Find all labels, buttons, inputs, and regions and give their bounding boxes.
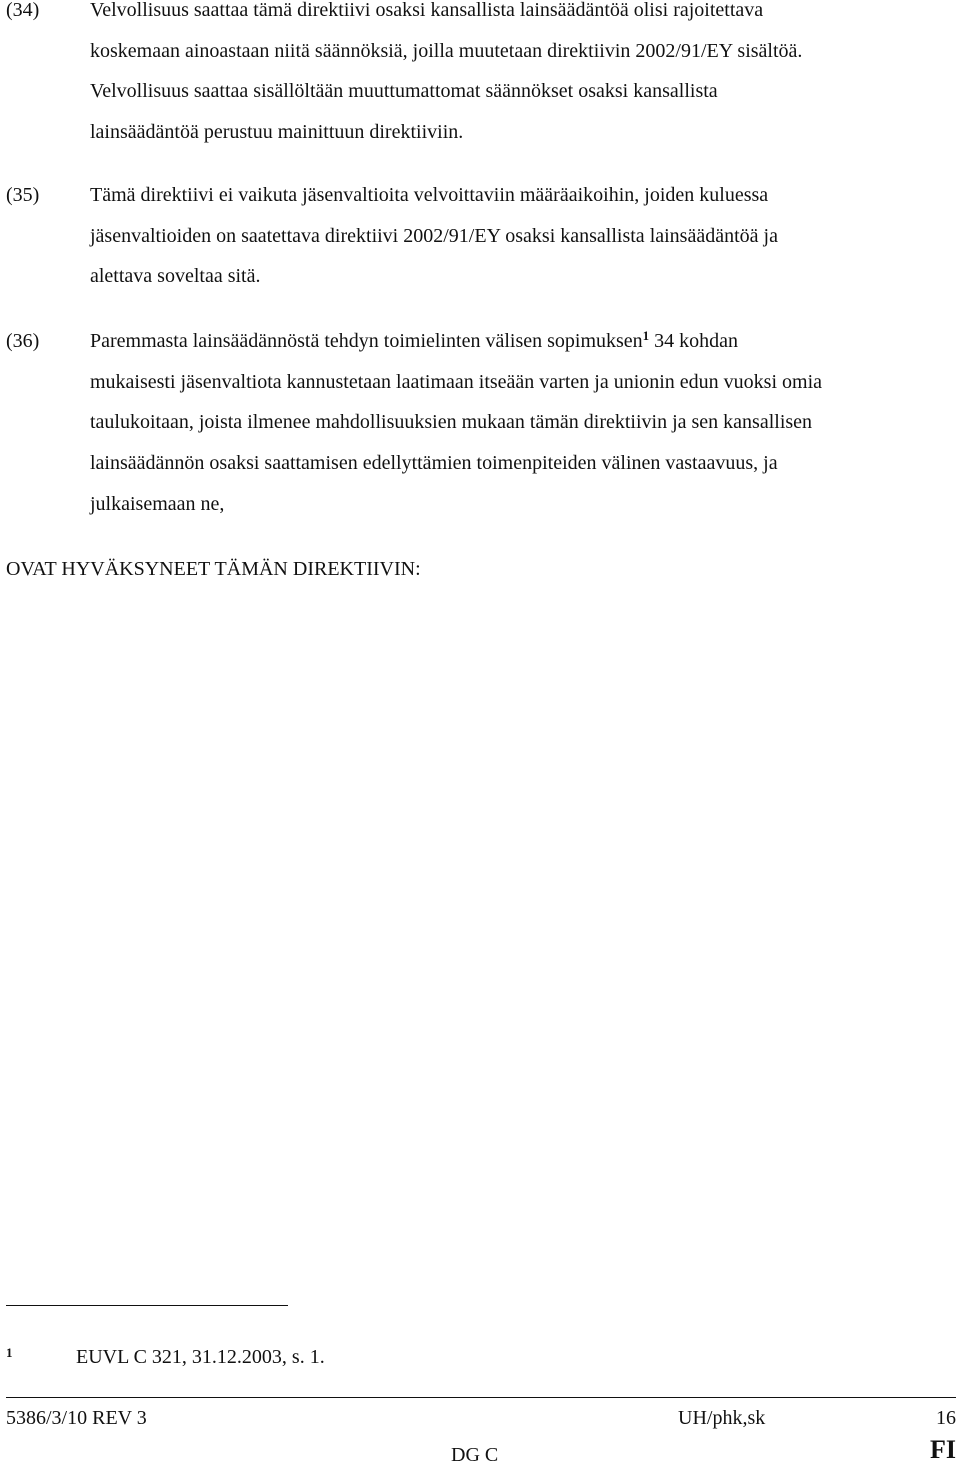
- text-line: taulukoitaan, joista ilmenee mahdollisuuksien mukaan tämän direktiivin ja sen kansallisen: [90, 411, 813, 434]
- text-line: mukaisesti jäsenvaltiota kannustetaan laatimaan itseään varten ja unionin edun vuoksi omia: [90, 370, 823, 393]
- document-reference: 5386/3/10 REV 3: [6, 1407, 147, 1429]
- page-number: 16: [936, 1407, 956, 1429]
- author-initials: UH/phk,sk: [678, 1407, 766, 1429]
- text-line: julkaisemaan ne,: [90, 492, 225, 515]
- recital-text: [90, 321, 956, 525]
- recital-text: [90, 0, 956, 153]
- footnote-text: EUVL C 321, 31.12.2003, s. 1.: [76, 1346, 325, 1368]
- text-line: Velvollisuus saattaa tämä direktiivi osaksi kansallista lainsäädäntöä olisi rajoitettava: [90, 0, 764, 21]
- recital-number: (34): [6, 0, 40, 21]
- text-line: alettava soveltaa sitä.: [90, 265, 261, 288]
- text-line: Paremmasta lainsäädännöstä tehdyn toimielinten välisen sopimuksen: [90, 330, 643, 352]
- enacting-formula: OVAT HYVÄKSYNEET TÄMÄN DIREKTIIVIN:: [6, 558, 421, 580]
- text-line: lainsäädäntöä perustuu mainittuun direktiiviin.: [90, 121, 464, 144]
- footnote-mark: 1: [6, 1345, 13, 1360]
- text-line: 34 kohdan: [649, 330, 739, 352]
- recital-number: (35): [6, 184, 40, 206]
- recital-34: [6, 0, 956, 153]
- text-line: koskemaan ainoastaan niitä säännöksiä, joilla muutetaan direktiivin 2002/91/EY sisältöä.: [90, 39, 803, 62]
- recital-text: [90, 175, 956, 297]
- footer-separator: [6, 1397, 956, 1398]
- directorate: DG C: [451, 1444, 499, 1466]
- footnote-separator: [6, 1305, 288, 1306]
- recital-number: (36): [6, 330, 40, 352]
- footnote-reference[interactable]: 1: [642, 328, 650, 343]
- recital-35: [6, 175, 956, 297]
- text-line: Tämä direktiivi ei vaikuta jäsenvaltioita velvoittaviin määräaikoihin, joiden kuluessa: [90, 184, 769, 206]
- recital-36: [6, 321, 956, 525]
- language-code: FI: [930, 1435, 956, 1464]
- text-line: lainsäädännön osaksi saattamisen edellyttämien toimenpiteiden välinen vastaavuus, ja: [90, 452, 778, 475]
- text-line: jäsenvaltioiden on saatettava direktiivi 2002/91/EY osaksi kansallista lainsäädäntöä ja: [90, 224, 778, 247]
- text-line: Velvollisuus saattaa sisällöltään muuttumattomat säännökset osaksi kansallista: [90, 80, 718, 103]
